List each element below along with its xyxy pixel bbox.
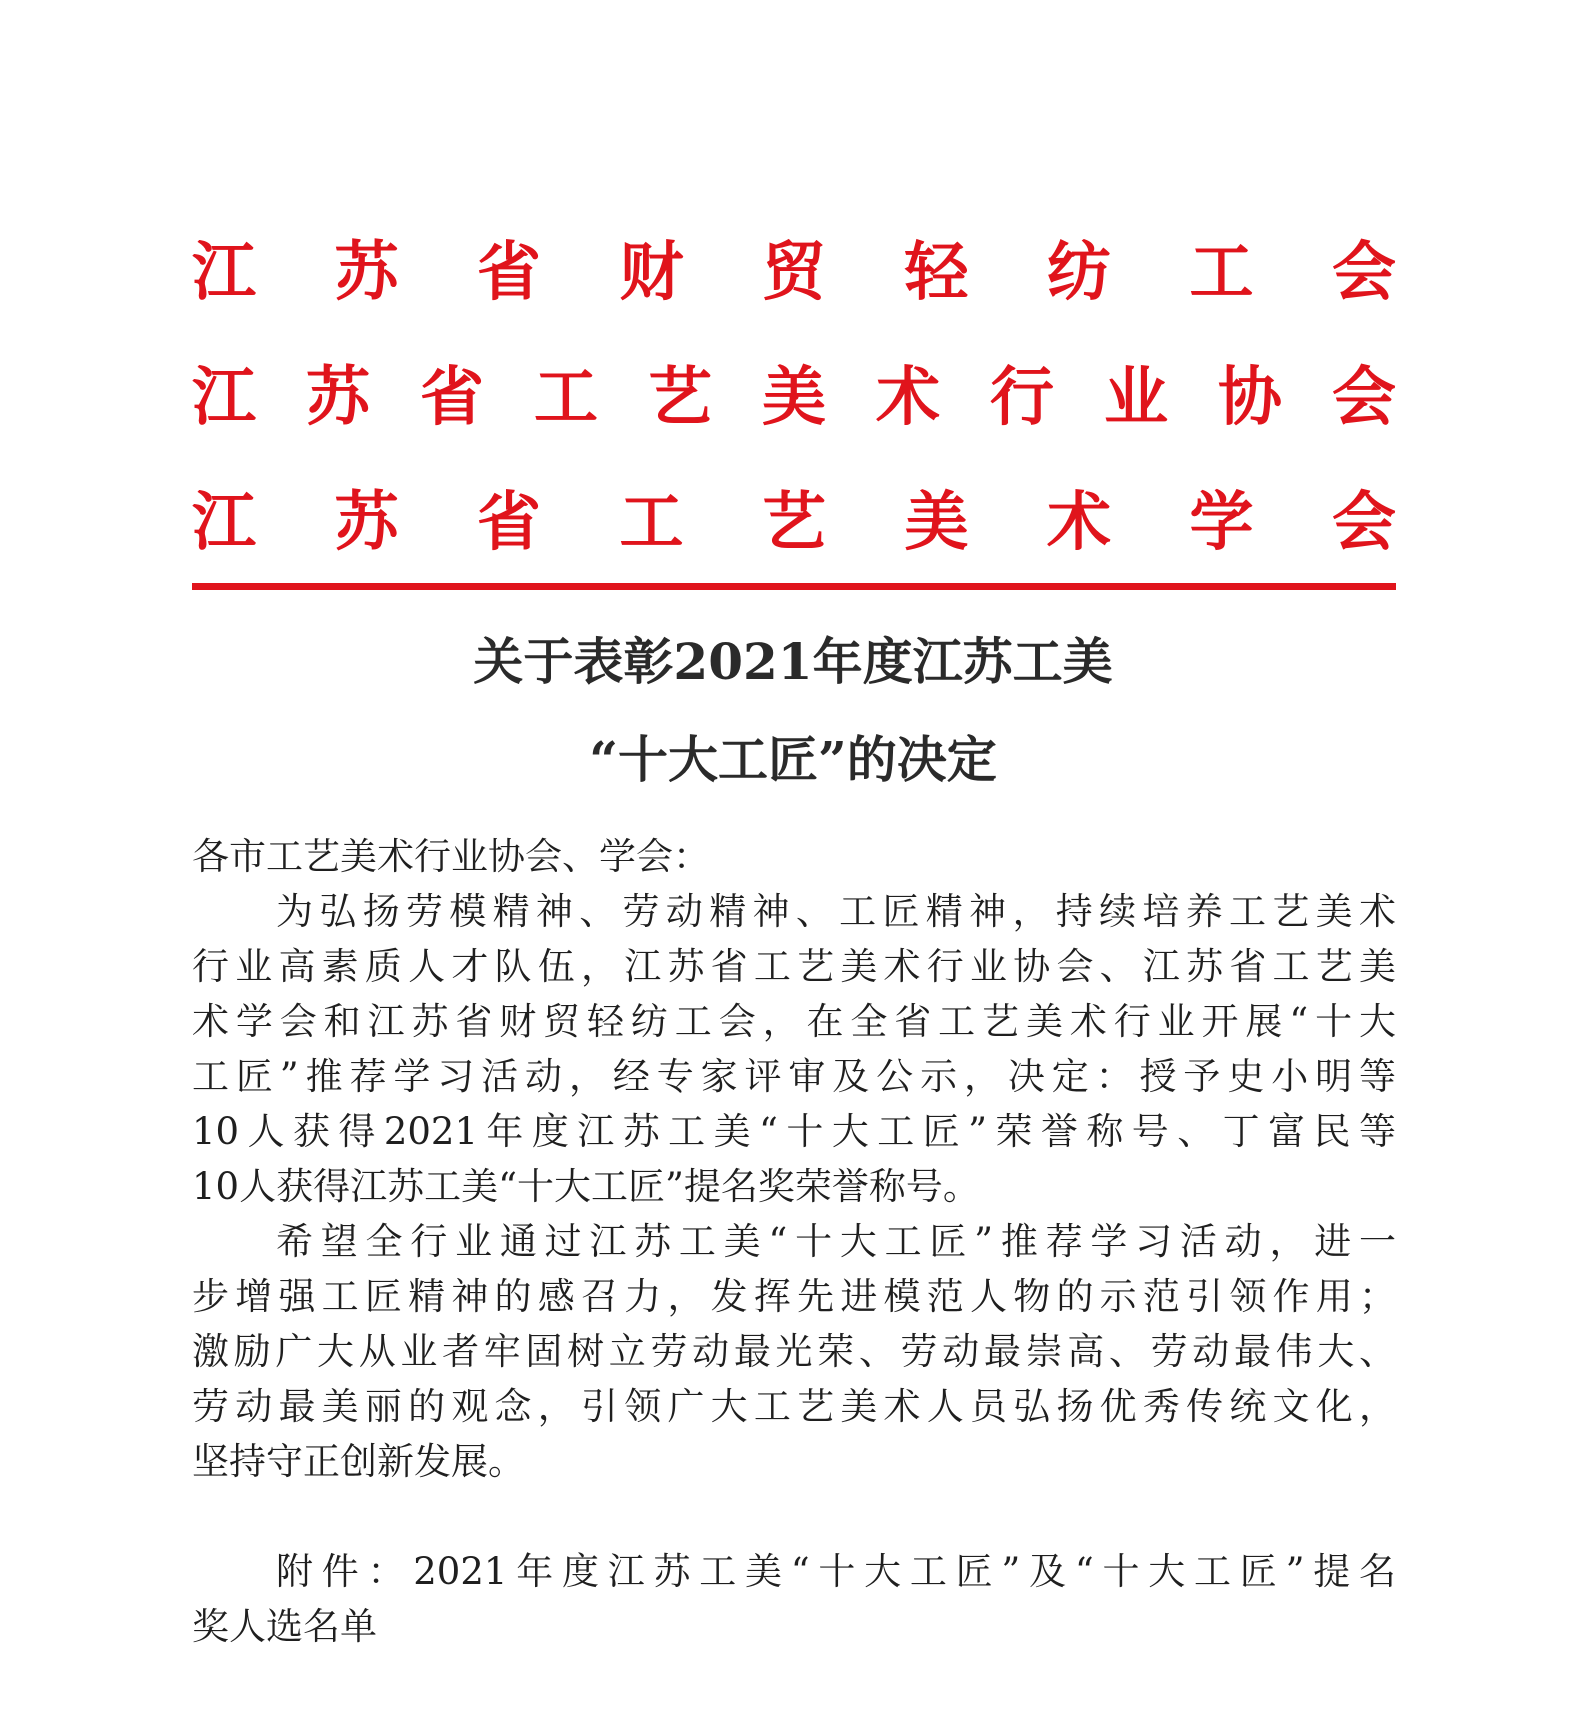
- salutation: 各市工艺美术行业协会、学会：: [192, 835, 710, 878]
- letterhead-red-rule: [192, 583, 1396, 590]
- document-title-line-2: “十大工匠”的决定: [589, 730, 997, 789]
- paragraph-1-line: 10人获得江苏工美“十大工匠”提名奖荣誉称号。: [192, 1165, 980, 1208]
- letterhead-char: 纺: [1047, 235, 1111, 310]
- org-name-3: [192, 478, 1396, 568]
- paragraph-1: [192, 884, 1396, 1214]
- paragraph-2-line: 激励广大从业者牢固树立劳动最光荣、劳动最崇高、劳动最伟大、: [192, 1330, 1396, 1373]
- letterhead-char: 工: [619, 485, 684, 560]
- letterhead-char: 苏: [306, 360, 370, 435]
- letterhead-char: 术: [1047, 485, 1111, 560]
- paragraph-2-line: 劳动最美丽的观念，引领广大工艺美术人员弘扬优秀传统文化，: [192, 1385, 1396, 1428]
- letterhead-char: 会: [1332, 235, 1396, 310]
- letterhead-char: 美: [904, 485, 969, 560]
- paragraph-1-line: 行业高素质人才队伍，江苏省工艺美术行业协会、江苏省工艺美: [192, 945, 1396, 988]
- org-name-2: [192, 353, 1396, 443]
- letterhead-char: 省: [477, 235, 541, 310]
- letterhead-char: 省: [477, 485, 541, 560]
- letterhead-char: 会: [1332, 485, 1396, 560]
- letterhead-char: 业: [1104, 360, 1168, 435]
- letterhead-char: 工: [534, 360, 598, 435]
- letterhead-char: 贸: [762, 235, 826, 310]
- paragraph-2-line: 希望全行业通过江苏工美“十大工匠”推荐学习活动，进一: [276, 1220, 1396, 1263]
- letterhead-char: 轻: [904, 235, 969, 310]
- letterhead-char: 协: [1218, 360, 1282, 435]
- document-title-line-1: 关于表彰2021年度江苏工美: [473, 632, 1113, 691]
- paragraph-1-line: 10人获得2021年度江苏工美“十大工匠”荣誉称号、丁富民等: [192, 1110, 1396, 1153]
- letterhead-char: 艺: [648, 360, 712, 435]
- letterhead-char: 会: [1332, 360, 1396, 435]
- attachment-line: 奖人选名单: [192, 1605, 377, 1648]
- letterhead-char: 工: [1189, 235, 1254, 310]
- paragraph-1-line: 为弘扬劳模精神、劳动精神、工匠精神，持续培养工艺美术: [276, 890, 1396, 933]
- paragraph-1-line: 工匠”推荐学习活动，经专家评审及公示，决定：授予史小明等: [192, 1055, 1396, 1098]
- attachment-note: [192, 1544, 1396, 1654]
- letterhead-char: 苏: [334, 235, 399, 310]
- paragraph-1-line: 术学会和江苏省财贸轻纺工会，在全省工艺美术行业开展“十大: [192, 1000, 1396, 1043]
- letterhead-char: 江: [192, 485, 256, 560]
- letterhead-char: 学: [1189, 485, 1254, 560]
- letterhead-char: 美: [762, 360, 826, 435]
- letterhead-char: 江: [192, 235, 256, 310]
- salutation-block: [192, 829, 1396, 884]
- letterhead-char: 省: [420, 360, 484, 435]
- paragraph-2-line: 步增强工匠精神的感召力，发挥先进模范人物的示范引领作用；: [192, 1275, 1396, 1318]
- paragraph-2: [192, 1214, 1396, 1489]
- paragraph-2-line: 坚持守正创新发展。: [192, 1440, 525, 1483]
- letterhead-char: 苏: [334, 485, 399, 560]
- letterhead-char: 行: [990, 360, 1054, 435]
- org-name-1: [192, 228, 1396, 318]
- letterhead-char: 术: [876, 360, 940, 435]
- attachment-line: 附件：2021年度江苏工美“十大工匠”及“十大工匠”提名: [276, 1550, 1396, 1593]
- letterhead-char: 艺: [762, 485, 826, 560]
- letterhead-char: 江: [192, 360, 256, 435]
- letterhead-char: 财: [619, 235, 684, 310]
